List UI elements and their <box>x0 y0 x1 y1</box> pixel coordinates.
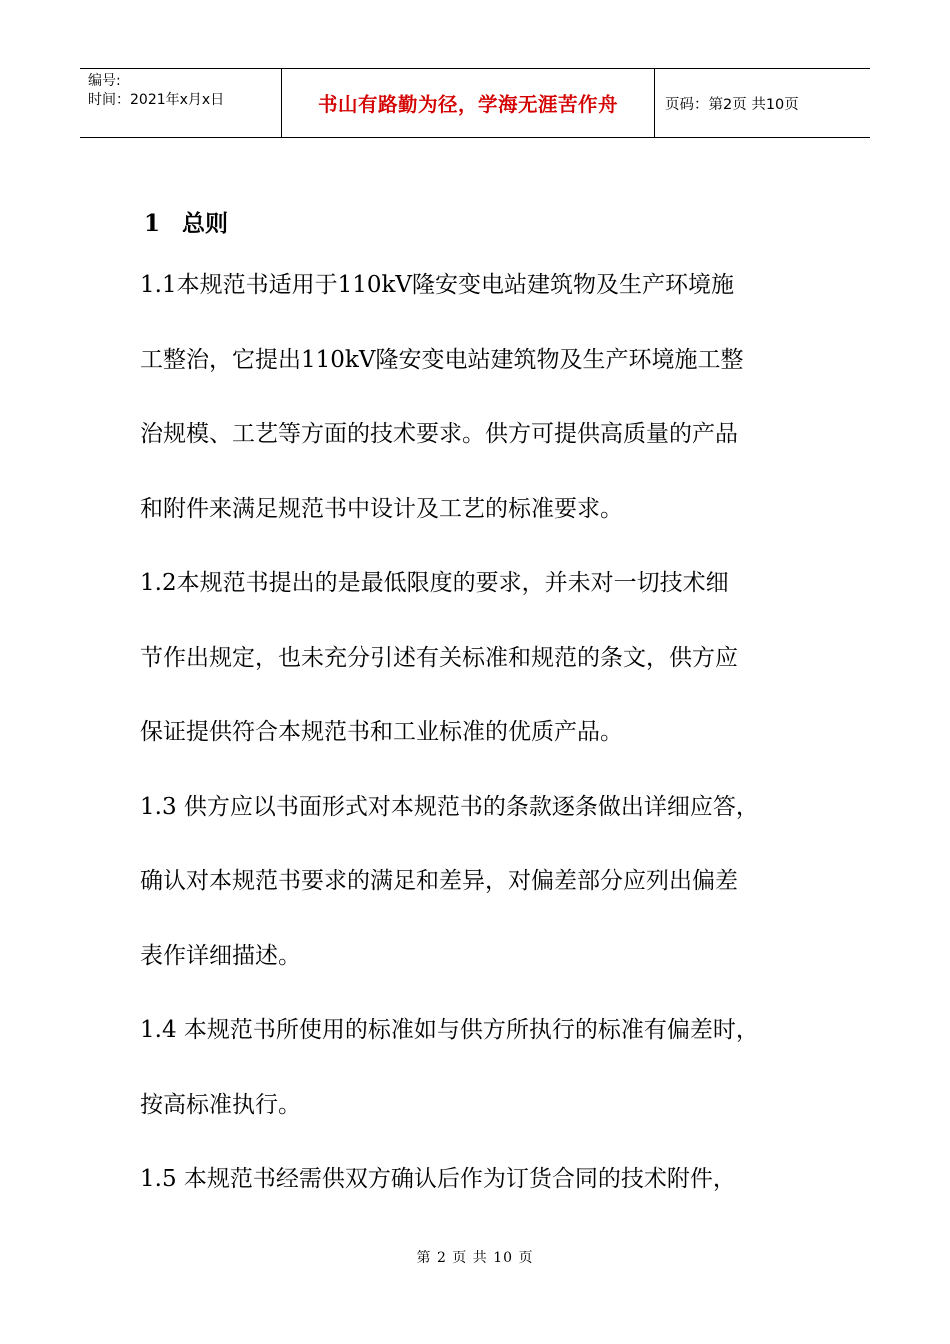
body-line: 节作出规定，也未充分引述有关标准和规范的条文，供方应 <box>140 644 738 671</box>
section-title: 总则 <box>182 210 228 237</box>
body-line: 和附件来满足规范书中设计及工艺的标准要求。 <box>140 495 623 522</box>
header-motto: 书山有路勤为径，学海无涯苦作舟 <box>282 69 655 137</box>
body-line: 1.3 供方应以书面形式对本规范书的条款逐条做出详细应答， <box>140 793 759 820</box>
document-header <box>80 68 870 138</box>
document-number-label: 编号: <box>88 73 121 89</box>
document-body <box>140 200 820 1217</box>
body-line: 1.1本规范书适用于110kV隆安变电站建筑物及生产环境施 <box>140 272 735 298</box>
page-footer: 第 2 页 共 10 页 <box>416 1250 534 1266</box>
body-line: 按高标准执行。 <box>140 1091 301 1118</box>
body-line: 保证提供符合本规范书和工业标准的优质产品。 <box>140 719 623 745</box>
section-number: 1 <box>144 210 161 237</box>
body-line: 工整治，它提出110kV隆安变电站建筑物及生产环境施工整 <box>140 346 744 373</box>
body-line: 1.4 本规范书所使用的标准如与供方所执行的标准有偏差时， <box>140 1017 759 1043</box>
section-heading <box>140 200 820 248</box>
body-line: 确认对本规范书要求的满足和差异，对偏差部分应列出偏差 <box>140 868 738 894</box>
body-line: 1.2本规范书提出的是最低限度的要求，并未对一切技术细 <box>140 570 729 596</box>
header-page-info: 页码：第2页 共10页 <box>665 96 799 113</box>
body-line: 表作详细描述。 <box>140 942 301 969</box>
body-line: 1.5 本规范书经需供双方确认后作为订货合同的技术附件， <box>140 1166 736 1192</box>
header-meta <box>80 69 282 137</box>
document-date: 时间：2021年x月x日 <box>88 92 225 108</box>
body-line: 治规模、工艺等方面的技术要求。供方可提供高质量的产品 <box>140 421 738 447</box>
